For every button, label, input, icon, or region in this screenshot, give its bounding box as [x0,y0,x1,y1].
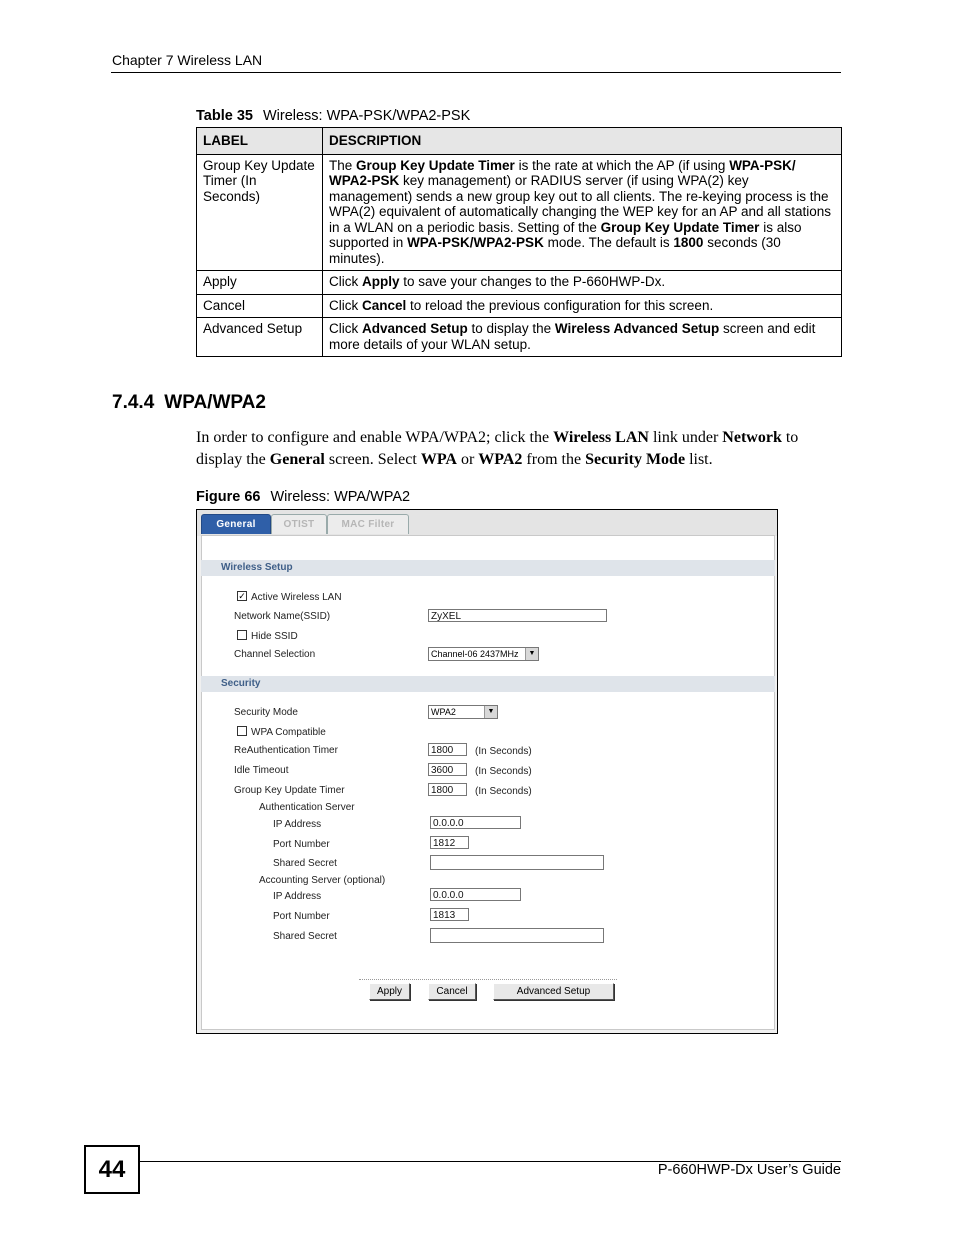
section-heading [112,392,276,414]
acct-secret-label: Shared Secret [273,931,337,942]
table-row [197,154,842,271]
group-key-unit: (In Seconds) [475,786,532,797]
figure-caption [196,489,410,505]
col-label-header: LABEL [197,128,323,155]
auth-secret-label: Shared Secret [273,858,337,869]
row-description: The Group Key Update Timer is the rate at which the AP (if using WPA-PSK/ WPA2-PSK key management) or RADIUS server (if using WPA(2) key management) sends a new group key out to all clients. The re-keying process is the WPA(2) equivalent of automatically changing the WEP key for an AP and all stations in a WLAN on a periodic basis. Setting of the Group Key Update Timer is also supported in WPA-PSK/WPA2-PSK mode. The default is 1800 seconds (30 minutes). [323,154,842,271]
row-description: Click Apply to save your changes to the P-660HWP-Dx. [323,271,842,295]
security-mode-value: WPA2 [431,707,456,717]
tab-mac-filter[interactable]: MAC Filter [327,514,409,534]
tab-otist[interactable]: OTIST [271,514,327,534]
security-band: Security [201,676,775,692]
figure-caption-number: Figure 66 [196,489,261,505]
apply-button[interactable]: Apply [369,983,410,1000]
wpa-compatible-checkbox[interactable] [237,726,247,736]
reauth-timer-input[interactable]: 1800 [428,743,467,756]
ssid-input[interactable]: ZyXEL [428,609,607,622]
col-description-header: DESCRIPTION [323,128,842,155]
advanced-setup-button[interactable]: Advanced Setup [493,983,614,1000]
row-label: Group Key Update Timer (In Seconds) [197,154,323,271]
reauth-unit: (In Seconds) [475,746,532,757]
chapter-header: Chapter 7 Wireless LAN [112,52,263,68]
button-divider [359,979,617,980]
chevron-down-icon: ▼ [484,706,497,718]
tab-bar [197,510,777,536]
table-row [197,294,842,318]
section-number: 7.4.4 [112,392,155,413]
auth-secret-input[interactable] [430,855,604,870]
row-description: Click Advanced Setup to display the Wireless Advanced Setup screen and edit more details of your WLAN setup. [323,318,842,357]
table-caption [196,108,470,124]
section-title: WPA/WPA2 [164,392,266,413]
row-label: Advanced Setup [197,318,323,357]
group-key-timer-label: Group Key Update Timer [234,785,345,796]
table-caption-number: Table 35 [196,108,253,124]
wireless-setup-band: Wireless Setup [201,560,775,576]
description-table [196,127,842,357]
active-wireless-label: Active Wireless LAN [251,592,342,603]
acct-port-label: Port Number [273,911,330,922]
channel-label: Channel Selection [234,649,316,660]
channel-select-value: Channel-06 2437MHz [431,649,519,659]
active-wireless-checkbox[interactable]: ✓ [238,591,246,601]
reauth-timer-label: ReAuthentication Timer [234,745,338,756]
figure-caption-text: Wireless: WPA/WPA2 [270,489,411,505]
screenshot-frame [196,509,778,1034]
table-row [197,271,842,295]
auth-port-label: Port Number [273,839,330,850]
table-header-row [197,128,842,155]
auth-server-label: Authentication Server [259,802,355,813]
idle-timeout-label: Idle Timeout [234,765,289,776]
auth-ip-input[interactable]: 0.0.0.0 [430,816,521,829]
body-paragraph: In order to configure and enable WPA/WPA2; click the Wireless LAN link under Network to display the General screen. Select WPA or WPA2 from the Security Mode list. [196,429,799,468]
chevron-down-icon: ▼ [525,648,538,660]
acct-ip-label: IP Address [273,891,322,902]
auth-port-input[interactable]: 1812 [430,836,469,849]
acct-server-label: Accounting Server (optional) [259,875,386,886]
tab-general[interactable]: General [201,514,271,534]
wpa-compatible-label: WPA Compatible [251,727,326,738]
row-label: Apply [197,271,323,295]
cancel-button[interactable]: Cancel [428,983,476,1000]
acct-port-input[interactable]: 1813 [430,908,469,921]
guide-title: P-660HWP-Dx User’s Guide [657,1162,841,1178]
table-row [197,318,842,357]
header-rule [111,72,841,73]
table-caption-text: Wireless: WPA-PSK/WPA2-PSK [262,108,471,124]
group-key-timer-input[interactable]: 1800 [428,783,467,796]
idle-timeout-input[interactable]: 3600 [428,763,467,776]
channel-select[interactable] [428,647,539,661]
page-number: 44 [84,1145,140,1194]
row-description: Click Cancel to reload the previous configuration for this screen. [323,294,842,318]
hide-ssid-label: Hide SSID [251,631,298,642]
hide-ssid-checkbox[interactable] [237,630,247,640]
security-mode-select[interactable] [428,705,498,719]
auth-ip-label: IP Address [273,819,322,830]
ssid-label: Network Name(SSID) [234,611,331,622]
acct-ip-input[interactable]: 0.0.0.0 [430,888,521,901]
acct-secret-input[interactable] [430,928,604,943]
row-label: Cancel [197,294,323,318]
idle-unit: (In Seconds) [475,766,532,777]
security-mode-label: Security Mode [234,707,298,718]
